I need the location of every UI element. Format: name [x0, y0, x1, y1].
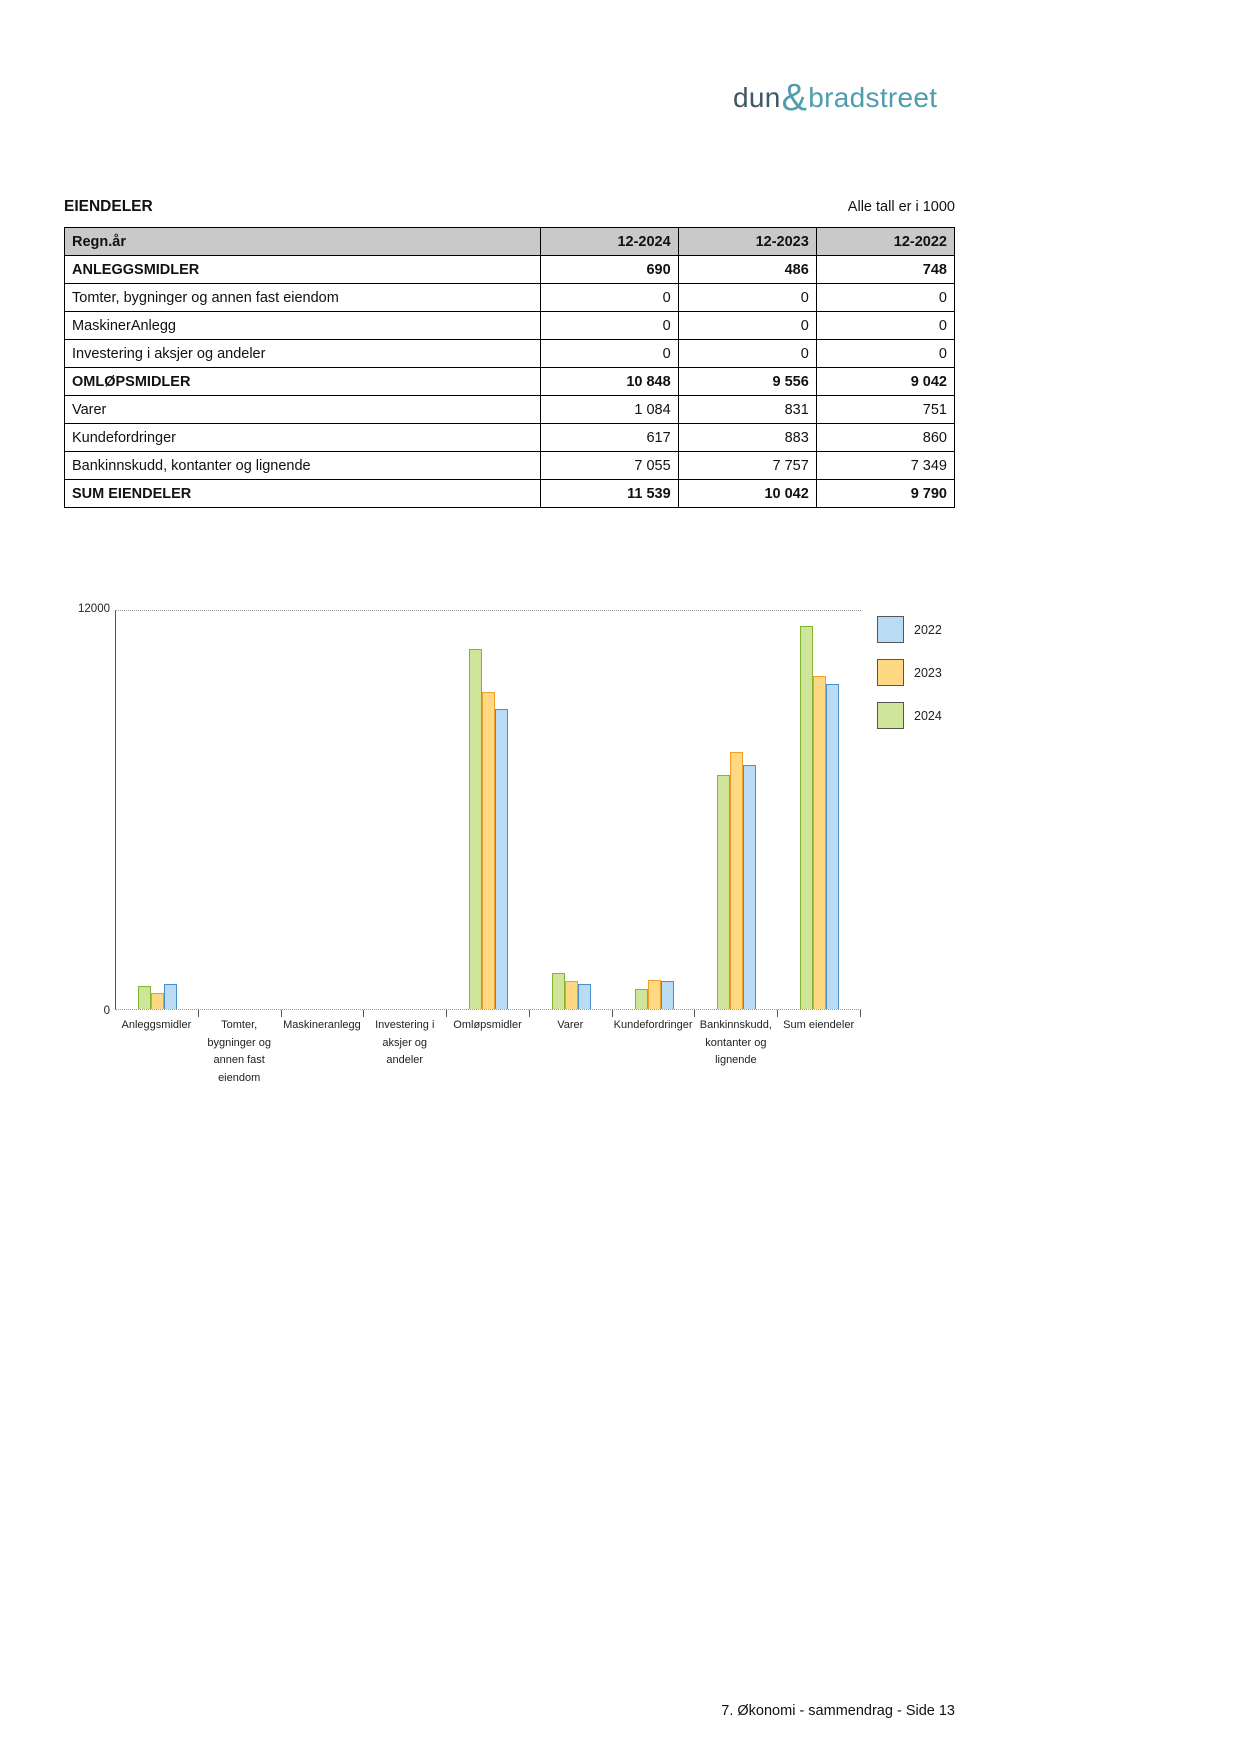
units-note: Alle tall er i 1000 — [847, 199, 955, 215]
legend-label: 2023 — [914, 665, 942, 680]
logo-ampersand-icon: & — [781, 77, 808, 119]
table-row — [65, 284, 955, 312]
cell-value: 7 757 — [678, 452, 816, 480]
row-label: SUM EIENDELER — [65, 480, 541, 508]
legend-item — [877, 659, 1017, 686]
cell-value: 7 349 — [816, 452, 954, 480]
y-axis-tick-max: 12000 — [78, 603, 110, 615]
x-axis-label: Maskineranlegg — [283, 1019, 361, 1031]
legend-label: 2022 — [914, 622, 942, 637]
assets-bar-chart — [64, 603, 955, 1087]
cell-value: 0 — [678, 312, 816, 340]
y-axis-tick-zero: 0 — [103, 1005, 110, 1017]
table-row — [65, 452, 955, 480]
cell-value: 0 — [678, 340, 816, 368]
row-label: Kundefordringer — [65, 424, 541, 452]
table-row — [65, 424, 955, 452]
cell-value: 0 — [816, 312, 954, 340]
column-header: 12-2024 — [540, 228, 678, 256]
cell-value: 0 — [540, 340, 678, 368]
cell-value: 9 556 — [678, 368, 816, 396]
bar-2024 — [138, 986, 151, 1009]
column-header: 12-2023 — [678, 228, 816, 256]
cell-value: 0 — [540, 312, 678, 340]
bar-2023 — [648, 980, 661, 1009]
chart-category-group — [116, 611, 199, 1009]
logo-text-bradstreet: bradstreet — [808, 82, 938, 113]
bar-2022 — [164, 984, 177, 1009]
row-label: MaskinerAnlegg — [65, 312, 541, 340]
chart-category-group — [778, 611, 861, 1009]
cell-value: 7 055 — [540, 452, 678, 480]
legend-label: 2024 — [914, 708, 942, 723]
cell-value: 9 790 — [816, 480, 954, 508]
x-axis-label: Bankinnskudd, kontanter og lignende — [699, 1019, 772, 1067]
chart-category-group — [695, 611, 778, 1009]
page-footer — [64, 1703, 955, 1719]
cell-value: 617 — [540, 424, 678, 452]
bar-2023 — [565, 981, 578, 1009]
table-row — [65, 480, 955, 508]
cell-value: 0 — [816, 340, 954, 368]
x-axis-label: Sum eiendeler — [783, 1019, 855, 1031]
column-header: 12-2022 — [816, 228, 954, 256]
chart-category-group — [447, 611, 530, 1009]
x-axis-label: Tomter, bygninger og annen fast eiendom — [207, 1019, 271, 1084]
cell-value: 486 — [678, 256, 816, 284]
cell-value: 0 — [540, 284, 678, 312]
row-label: Tomter, bygninger og annen fast eiendom — [65, 284, 541, 312]
bar-2024 — [717, 775, 730, 1009]
chart-category-group — [364, 611, 447, 1009]
cell-value: 11 539 — [540, 480, 678, 508]
footer-text: 7. Økonomi - sammendrag - Side 13 — [721, 1703, 955, 1719]
row-label: Varer — [65, 396, 541, 424]
bar-group — [469, 649, 508, 1009]
x-axis-label: Kundefordringer — [613, 1019, 693, 1031]
cell-value: 0 — [816, 284, 954, 312]
bar-group — [800, 626, 839, 1009]
section-header — [64, 198, 955, 216]
chart-category-group — [282, 611, 365, 1009]
bar-2024 — [635, 989, 648, 1010]
table-row — [65, 256, 955, 284]
chart-category-group — [199, 611, 282, 1009]
bar-2023 — [730, 752, 743, 1009]
bar-2024 — [800, 626, 813, 1009]
assets-table-header — [65, 228, 955, 256]
cell-value: 883 — [678, 424, 816, 452]
chart-category-group — [530, 611, 613, 1009]
dun-bradstreet-logo — [733, 74, 937, 117]
bar-2022 — [495, 709, 508, 1009]
x-axis-label: Investering i aksjer og andeler — [375, 1019, 435, 1067]
table-row — [65, 312, 955, 340]
legend-item — [877, 616, 1017, 643]
chart-plot — [78, 603, 861, 1017]
legend-item — [877, 702, 1017, 729]
bar-group — [717, 752, 756, 1009]
assets-table — [64, 227, 955, 508]
column-header: Regn.år — [65, 228, 541, 256]
chart-legend — [877, 616, 1017, 745]
assets-table-body — [65, 256, 955, 508]
x-axis-label: Varer — [557, 1019, 584, 1031]
section-title: EIENDELER — [64, 198, 153, 215]
cell-value: 690 — [540, 256, 678, 284]
bar-2024 — [552, 973, 565, 1009]
chart-category-group — [613, 611, 696, 1009]
row-label: Bankinnskudd, kontanter og lignende — [65, 452, 541, 480]
row-label: ANLEGGSMIDLER — [65, 256, 541, 284]
bar-group — [635, 980, 674, 1009]
cell-value: 10 042 — [678, 480, 816, 508]
table-row — [65, 396, 955, 424]
header-row — [65, 228, 955, 256]
legend-swatch — [877, 659, 904, 686]
logo-text-dun: dun — [733, 82, 781, 113]
bar-2023 — [813, 676, 826, 1009]
bar-group — [138, 984, 177, 1009]
bar-2022 — [826, 684, 839, 1009]
row-label: Investering i aksjer og andeler — [65, 340, 541, 368]
x-axis-label: Omløpsmidler — [453, 1019, 522, 1031]
chart-xlabels — [115, 1017, 860, 1087]
row-label: OMLØPSMIDLER — [65, 368, 541, 396]
table-row — [65, 340, 955, 368]
legend-swatch — [877, 616, 904, 643]
cell-value: 0 — [678, 284, 816, 312]
bar-2022 — [578, 984, 591, 1009]
bar-2022 — [661, 981, 674, 1010]
bar-2024 — [469, 649, 482, 1009]
cell-value: 9 042 — [816, 368, 954, 396]
x-axis-label: Anleggsmidler — [121, 1019, 192, 1031]
bar-group — [552, 973, 591, 1009]
bar-2023 — [482, 692, 495, 1009]
cell-value: 748 — [816, 256, 954, 284]
bar-2022 — [743, 765, 756, 1009]
cell-value: 10 848 — [540, 368, 678, 396]
legend-swatch — [877, 702, 904, 729]
cell-value: 1 084 — [540, 396, 678, 424]
cell-value: 751 — [816, 396, 954, 424]
cell-value: 860 — [816, 424, 954, 452]
table-row — [65, 368, 955, 396]
bar-2023 — [151, 993, 164, 1009]
cell-value: 831 — [678, 396, 816, 424]
